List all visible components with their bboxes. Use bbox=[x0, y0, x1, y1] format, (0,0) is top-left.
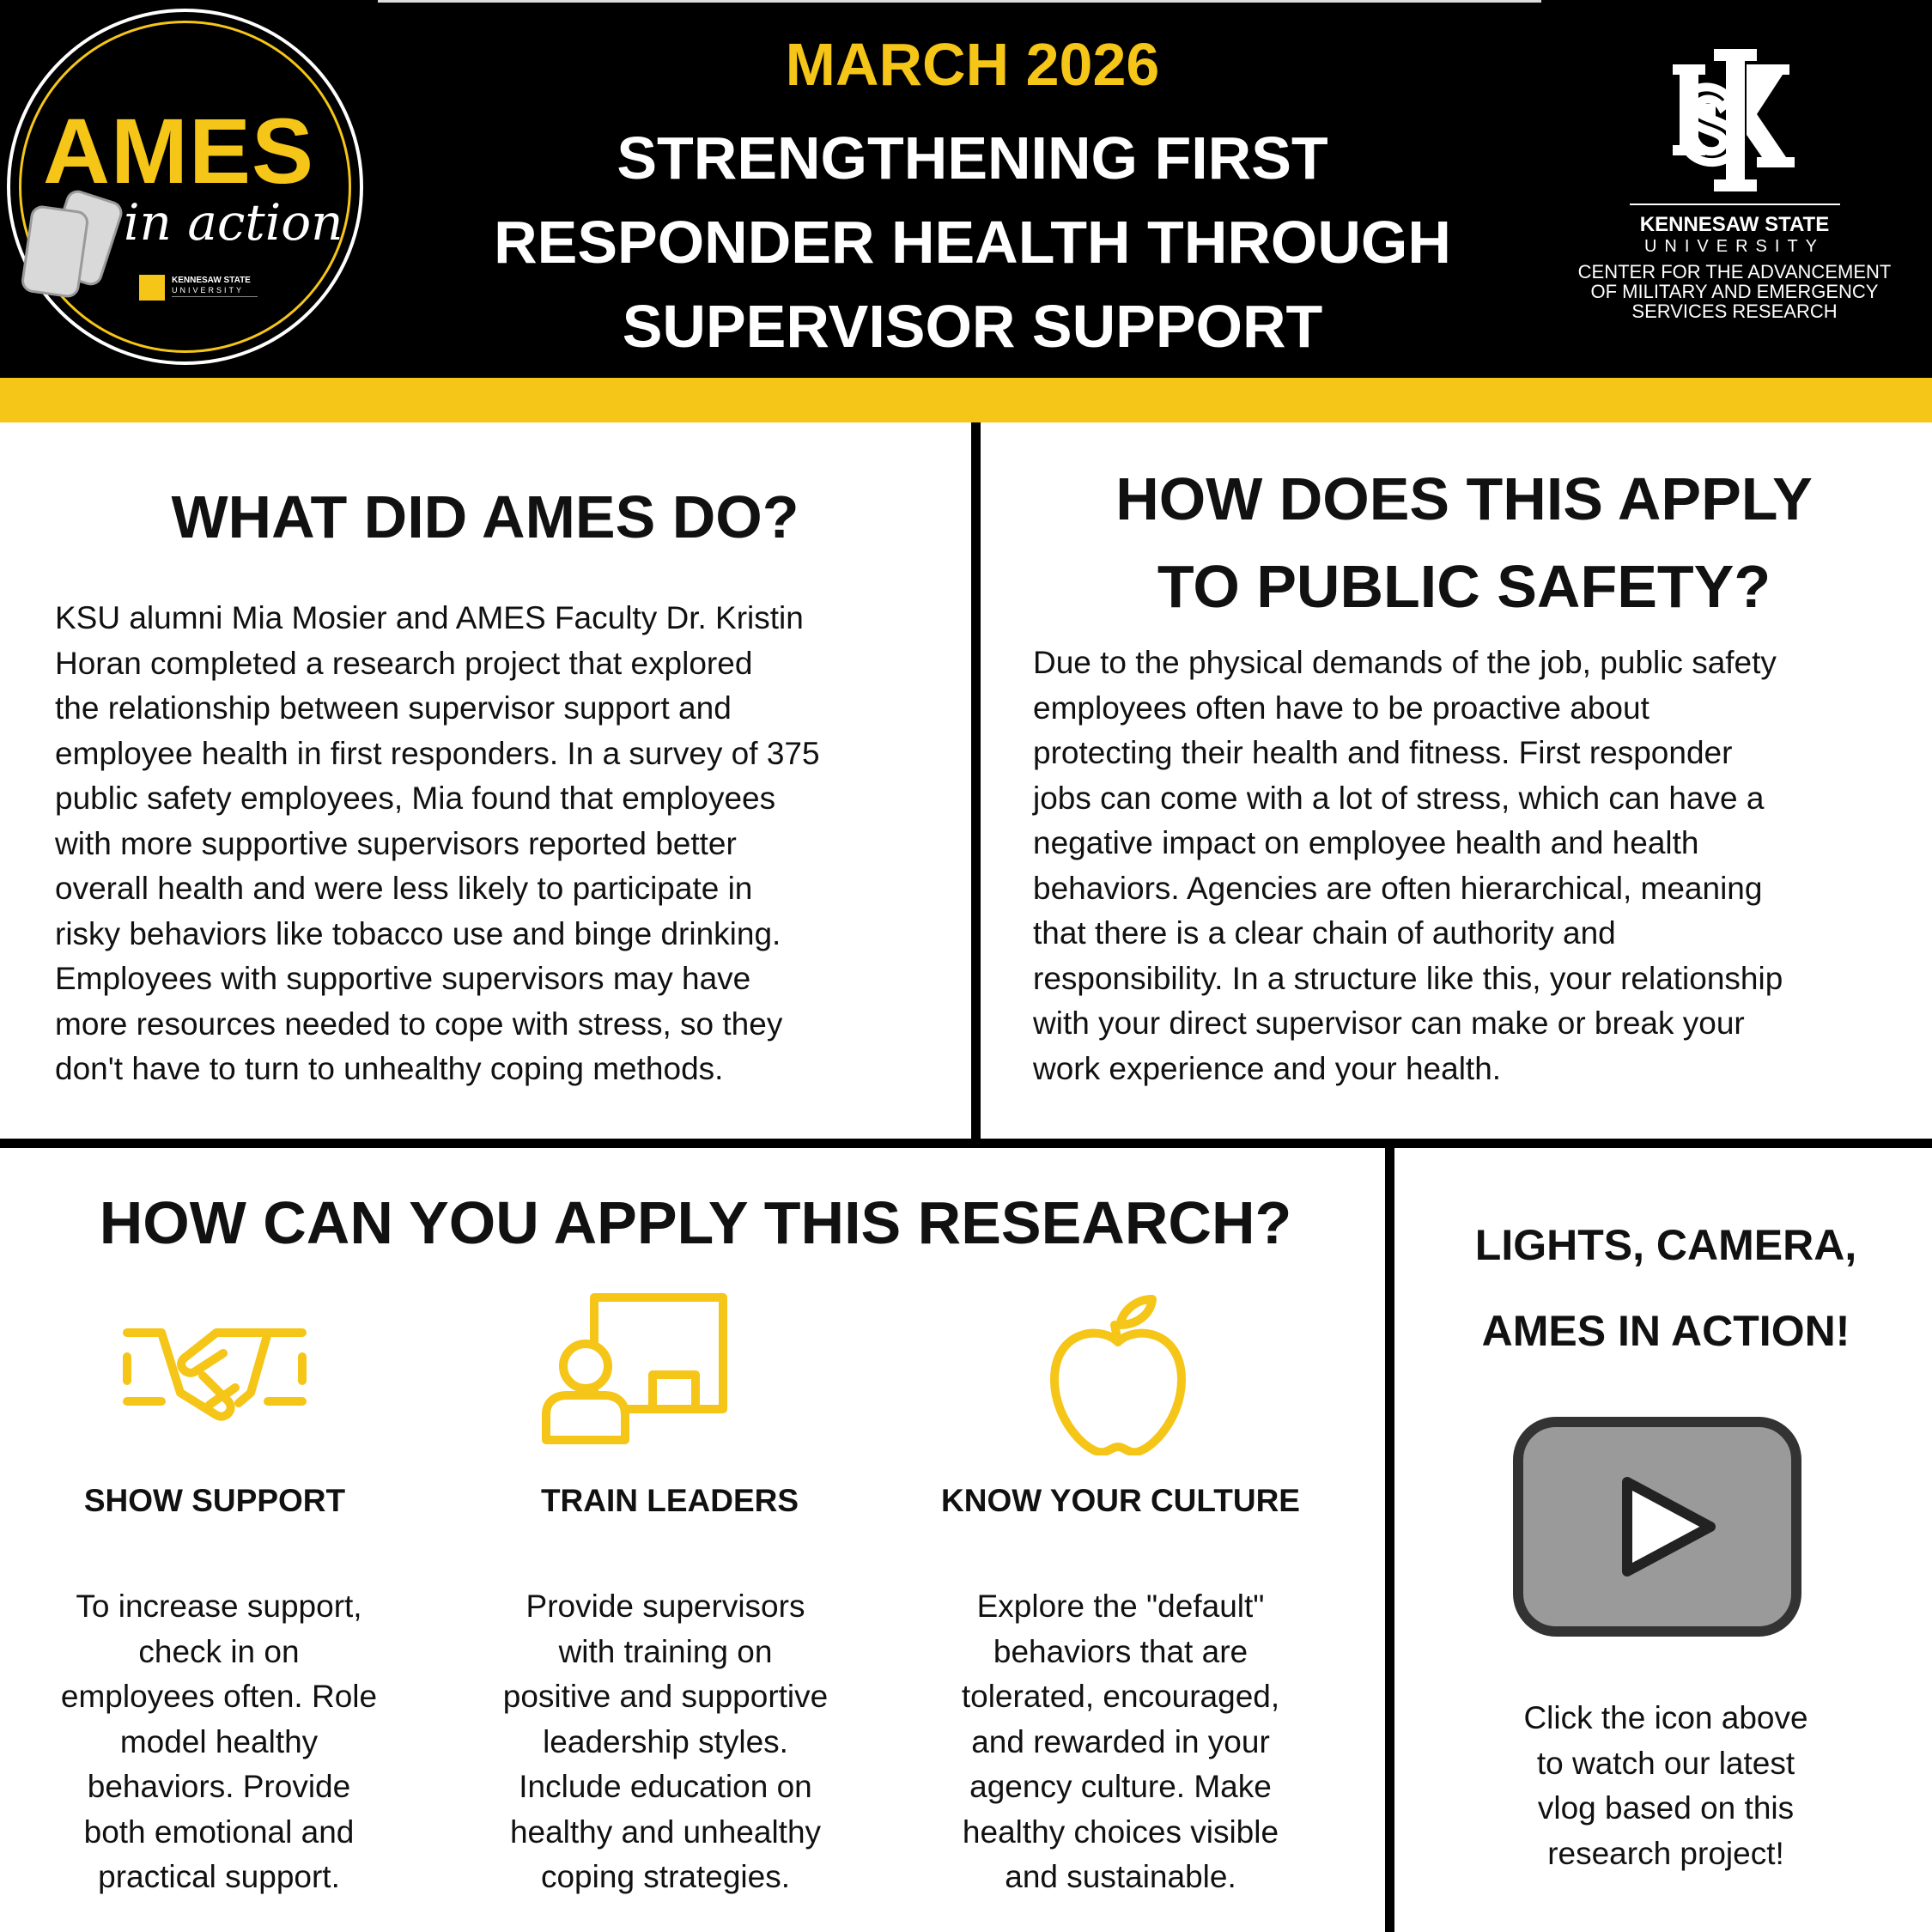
paragraph-line: behaviors. Agencies are often hierarchical, meaning bbox=[1033, 870, 1763, 906]
header-top-rule bbox=[378, 0, 1541, 3]
header-banner bbox=[0, 0, 1932, 378]
video-play-button[interactable] bbox=[1511, 1415, 1803, 1638]
logo-ksu-small bbox=[139, 272, 259, 307]
paragraph-line: overall health and were less likely to participate in bbox=[55, 871, 753, 906]
caption-line: to watch our latest bbox=[1536, 1745, 1795, 1781]
tip-line: behaviors. Provide bbox=[87, 1769, 351, 1804]
logo-ksu-small-name: KENNESAW STATE bbox=[172, 276, 251, 285]
ksu-mark-icon bbox=[139, 275, 165, 301]
tip-line: and sustainable. bbox=[1005, 1859, 1236, 1894]
tip-line: healthy choices visible bbox=[962, 1814, 1279, 1850]
dog-tag-icon bbox=[20, 204, 90, 299]
how-does-apply-text bbox=[1033, 641, 1930, 1091]
paragraph-line: with more supportive supervisors reported better bbox=[55, 825, 737, 861]
tip-text-know-culture bbox=[914, 1584, 1327, 1900]
tip-line: and rewarded in your bbox=[971, 1723, 1270, 1759]
tip-line: with training on bbox=[558, 1633, 773, 1669]
paragraph-line: protecting their health and fitness. First responder bbox=[1033, 735, 1733, 770]
tip-title-show-support: SHOW SUPPORT bbox=[83, 1483, 346, 1518]
ksu-monogram-icon bbox=[1664, 47, 1806, 193]
tip-line: Explore the "default" bbox=[976, 1589, 1265, 1624]
paragraph-line: Horan completed a research project that explored bbox=[55, 645, 753, 681]
tip-line: Provide supervisors bbox=[526, 1589, 805, 1624]
tip-line: both emotional and bbox=[83, 1814, 355, 1850]
logo-ksu-small-univ: UNIVERSITY bbox=[172, 286, 245, 295]
paragraph-line: employee health in first responders. In a survey of 375 bbox=[55, 735, 820, 771]
paragraph-line: risky behaviors like tobacco use and binge drinking. bbox=[55, 915, 781, 951]
what-did-ames-heading: WHAT DID AMES DO? bbox=[171, 483, 799, 550]
logo-in-action-text: in action bbox=[124, 193, 343, 252]
ksu-logo-rule bbox=[1630, 204, 1840, 205]
tip-line: practical support. bbox=[98, 1859, 340, 1894]
paragraph-line: KSU alumni Mia Mosier and AMES Faculty Dr. Kristin bbox=[55, 600, 804, 635]
title-line: SUPERVISOR SUPPORT bbox=[622, 293, 1323, 360]
paragraph-line: responsibility. In a structure like this, your relationship bbox=[1033, 960, 1783, 996]
tip-line: agency culture. Make bbox=[969, 1769, 1272, 1804]
tip-title-train-leaders: TRAIN LEADERS bbox=[540, 1483, 799, 1518]
paragraph-line: Due to the physical demands of the job, public safety bbox=[1033, 645, 1777, 680]
paragraph-line: Employees with supportive supervisors may have bbox=[55, 961, 751, 996]
paragraph-line: that there is a clear chain of authority and bbox=[1033, 915, 1616, 951]
tip-line: tolerated, encouraged, bbox=[961, 1679, 1280, 1714]
apple-icon bbox=[1049, 1292, 1187, 1455]
ksu-name: KENNESAW STATE bbox=[1639, 213, 1830, 236]
issue-month: MARCH 2026 bbox=[785, 31, 1160, 98]
tip-line: model healthy bbox=[119, 1723, 319, 1759]
paragraph-line: employees often have to be proactive about bbox=[1033, 690, 1649, 726]
tip-title-know-culture: KNOW YOUR CULTURE bbox=[941, 1483, 1300, 1518]
tip-line: check in on bbox=[138, 1633, 300, 1669]
header-accent-band bbox=[0, 378, 1932, 422]
heading-line: TO PUBLIC SAFETY? bbox=[1157, 553, 1771, 620]
heading-line: HOW DOES THIS APPLY bbox=[1115, 465, 1813, 532]
what-did-ames-text bbox=[55, 596, 965, 1092]
heading-line: LIGHTS, CAMERA, bbox=[1474, 1221, 1857, 1269]
caption-line: Click the icon above bbox=[1523, 1700, 1808, 1735]
logo-ames-text: AMES bbox=[43, 99, 315, 203]
divider-vertical-top bbox=[971, 422, 981, 1139]
ksu-logo bbox=[1563, 47, 1906, 331]
divider-vertical-bottom bbox=[1385, 1148, 1394, 1932]
paragraph-line: work experience and your health. bbox=[1033, 1050, 1502, 1086]
paragraph-line: more resources needed to cope with stress, so they bbox=[55, 1005, 783, 1042]
tip-text-show-support bbox=[17, 1584, 421, 1900]
caption-line: vlog based on this bbox=[1537, 1790, 1795, 1826]
heading-line: AMES IN ACTION! bbox=[1481, 1307, 1850, 1355]
handshake-icon bbox=[120, 1322, 309, 1425]
tip-line: Include education on bbox=[519, 1769, 812, 1804]
tip-text-train-leaders bbox=[455, 1584, 876, 1900]
paragraph-line: with your direct supervisor can make or break your bbox=[1033, 1005, 1745, 1041]
title-line: STRENGTHENING FIRST bbox=[617, 125, 1328, 191]
logo-ksu-small-rule bbox=[172, 296, 258, 306]
tip-line: To increase support, bbox=[76, 1589, 362, 1624]
tip-line: positive and supportive bbox=[502, 1679, 829, 1714]
video-caption bbox=[1417, 1696, 1915, 1876]
ksu-center-name: CENTER FOR THE ADVANCEMENT OF MILITARY AND EMERGENCY SERVICES RESEARCH bbox=[1577, 261, 1892, 322]
tip-line: healthy and unhealthy bbox=[509, 1814, 822, 1850]
ames-in-action-logo bbox=[7, 9, 363, 365]
how-does-apply-heading bbox=[996, 455, 1932, 630]
paragraph-line: the relationship between supervisor support and bbox=[55, 690, 732, 726]
paragraph-line: jobs can come with a lot of stress, which can have a bbox=[1033, 780, 1765, 816]
presentation-icon bbox=[541, 1292, 730, 1447]
tip-line: coping strategies. bbox=[540, 1859, 790, 1894]
page-title bbox=[378, 116, 1567, 368]
ksu-university: UNIVERSITY bbox=[1643, 237, 1826, 256]
paragraph-line: don't have to turn to unhealthy coping methods. bbox=[55, 1051, 724, 1086]
caption-line: research project! bbox=[1547, 1835, 1784, 1871]
video-heading bbox=[1400, 1202, 1932, 1374]
title-line: RESPONDER HEALTH THROUGH bbox=[494, 209, 1451, 276]
paragraph-line: public safety employees, Mia found that employees bbox=[55, 781, 776, 816]
paragraph-line: negative impact on employee health and health bbox=[1033, 825, 1699, 860]
divider-horizontal bbox=[0, 1139, 1932, 1148]
tip-line: employees often. Role bbox=[60, 1679, 378, 1714]
tip-line: behaviors that are bbox=[993, 1633, 1249, 1669]
apply-research-heading: HOW CAN YOU APPLY THIS RESEARCH? bbox=[99, 1189, 1292, 1256]
tip-line: leadership styles. bbox=[543, 1723, 788, 1759]
